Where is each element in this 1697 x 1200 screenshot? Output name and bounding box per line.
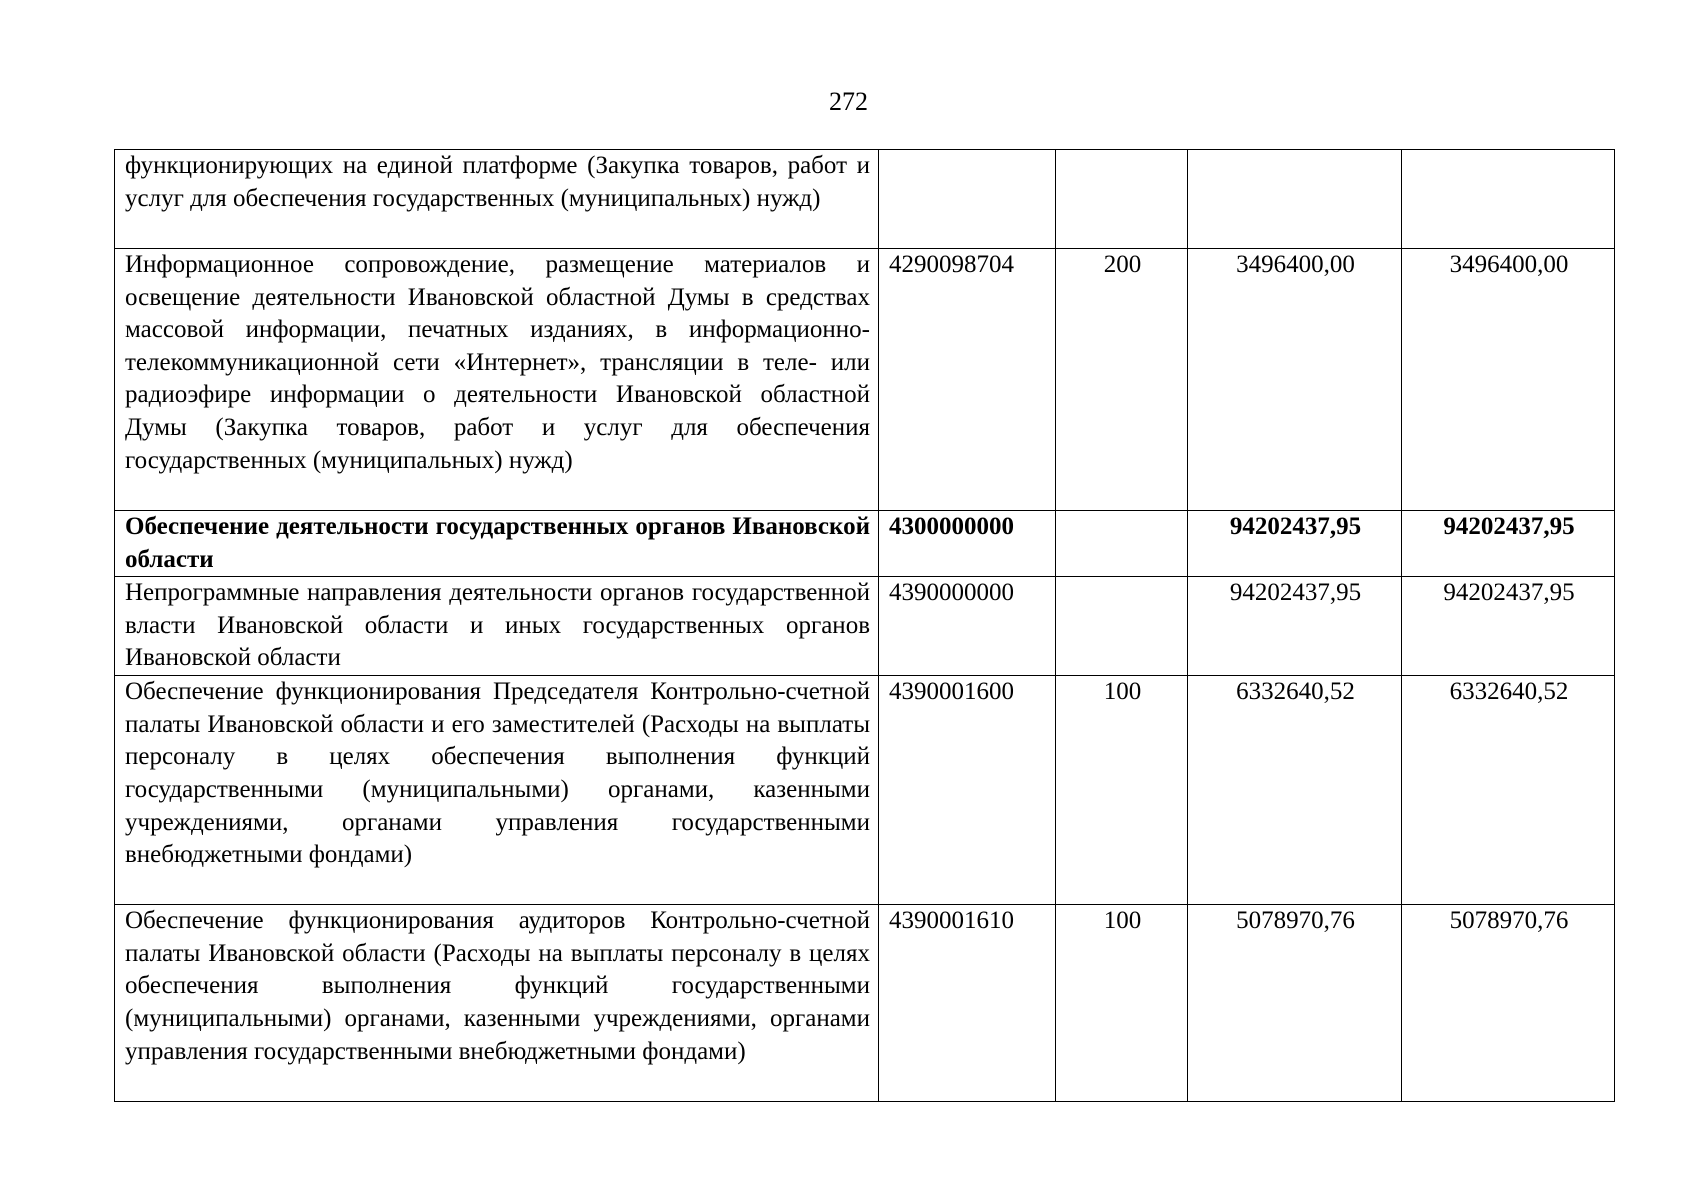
table-row <box>115 249 1615 511</box>
table-row <box>115 577 1615 676</box>
row-amount-2: 3496400,00 <box>1402 249 1615 511</box>
row-code: 4390001610 <box>879 905 1056 1102</box>
row-amount-1 <box>1188 150 1402 249</box>
row-amount-2: 6332640,52 <box>1402 676 1615 905</box>
row-code: 4300000000 <box>879 511 1056 577</box>
budget-table <box>114 149 1615 1102</box>
row-code: 4390000000 <box>879 577 1056 676</box>
row-code: 4290098704 <box>879 249 1056 511</box>
table-row <box>115 511 1615 577</box>
row-description: Непрограммные направления деятельности органов государственной власти Ивановской области и иных государственных органов Ивановской области <box>115 577 879 676</box>
row-expense-type <box>1056 577 1188 676</box>
row-expense-type <box>1056 150 1188 249</box>
row-amount-1: 3496400,00 <box>1188 249 1402 511</box>
page-number: 272 <box>829 87 868 116</box>
row-amount-2: 94202437,95 <box>1402 577 1615 676</box>
table-row <box>115 676 1615 905</box>
row-amount-2 <box>1402 150 1615 249</box>
row-expense-type <box>1056 511 1188 577</box>
row-code <box>879 150 1056 249</box>
row-amount-1: 6332640,52 <box>1188 676 1402 905</box>
table-row <box>115 150 1615 249</box>
table-row <box>115 905 1615 1102</box>
row-amount-2: 5078970,76 <box>1402 905 1615 1102</box>
row-description: Обеспечение деятельности государственных органов Ивановской области <box>115 511 879 577</box>
row-description: Информационное сопровождение, размещение материалов и освещение деятельности Ивановской областной Думы в средствах массовой информации, печатных изданиях, в информационно-телекоммуникационной сети «Интернет», трансляции в теле- или радиоэфире информации о деятельности Ивановской областной Думы (Закупка товаров, работ и услуг для обеспечения государственных (муниципальных) нужд) <box>115 249 879 511</box>
row-amount-1: 5078970,76 <box>1188 905 1402 1102</box>
row-description: Обеспечение функционирования аудиторов Контрольно-счетной палаты Ивановской области (Расходы на выплаты персоналу в целях обеспечения выполнения функций государственными (муниципальными) органами, казенными учреждениями, органами управления государственными внебюджетными фондами) <box>115 905 879 1102</box>
row-amount-1: 94202437,95 <box>1188 511 1402 577</box>
row-amount-2: 94202437,95 <box>1402 511 1615 577</box>
row-expense-type: 100 <box>1056 905 1188 1102</box>
row-code: 4390001600 <box>879 676 1056 905</box>
row-description: функционирующих на единой платформе (Закупка товаров, работ и услуг для обеспечения государственных (муниципальных) нужд) <box>115 150 879 249</box>
row-expense-type: 200 <box>1056 249 1188 511</box>
row-amount-1: 94202437,95 <box>1188 577 1402 676</box>
row-description: Обеспечение функционирования Председателя Контрольно-счетной палаты Ивановской области и его заместителей (Расходы на выплаты персоналу в целях обеспечения выполнения функций государственными (муниципальными) органами, казенными учреждениями, органами управления государственными внебюджетными фондами) <box>115 676 879 905</box>
row-expense-type: 100 <box>1056 676 1188 905</box>
